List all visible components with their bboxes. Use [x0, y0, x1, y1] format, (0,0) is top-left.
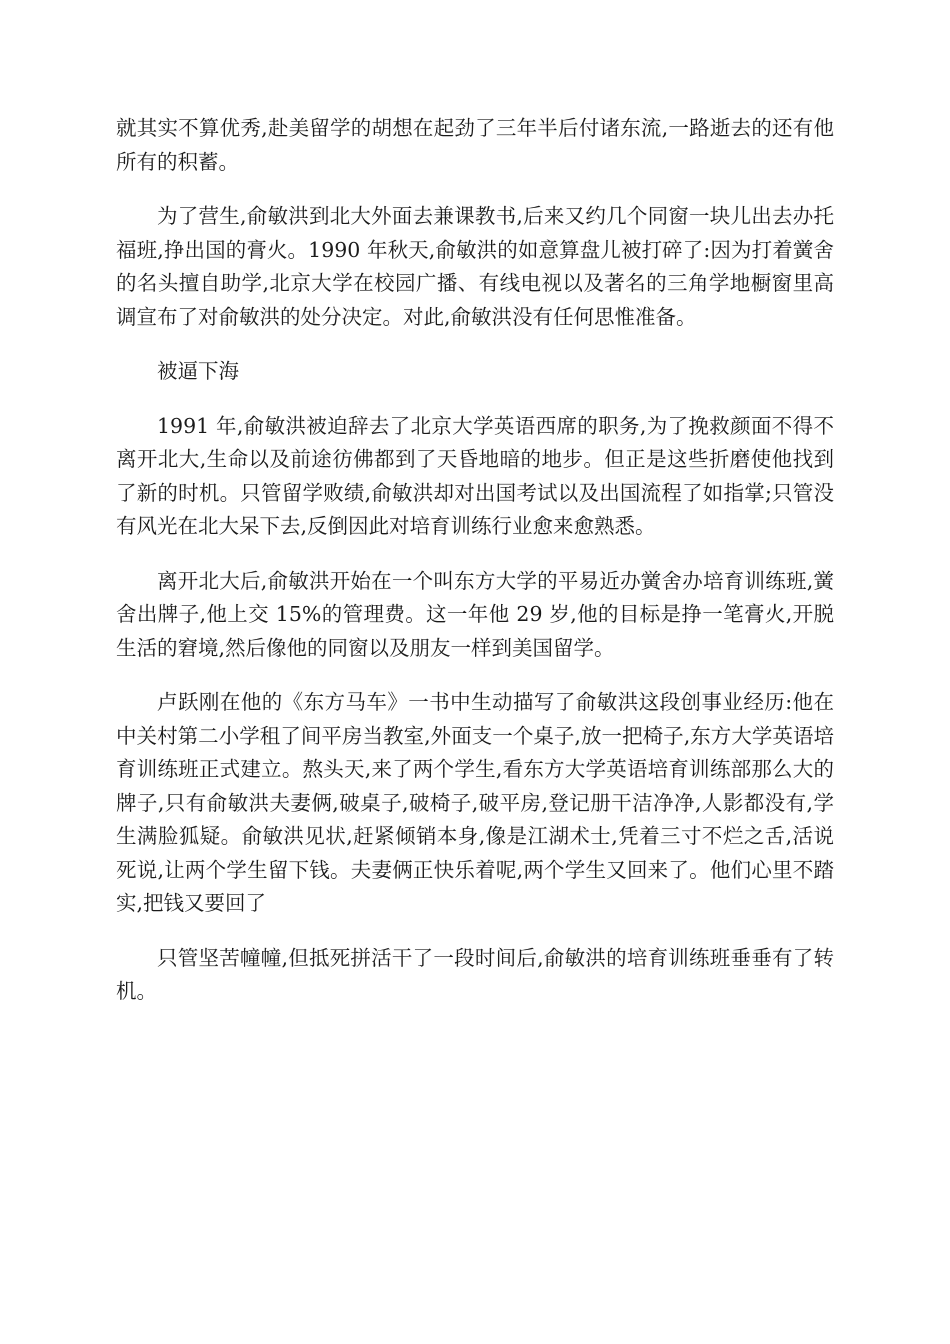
paragraph-6: 只管坚苦幢幢,但抵死拼活干了一段时间后,俞敏洪的培育训练班垂垂有了转机。: [116, 945, 834, 1003]
document-page: [116, 112, 834, 1030]
section-heading: 被逼下海: [157, 359, 239, 383]
paragraph-5: 卢跃刚在他的《东方马车》一书中生动描写了俞敏洪这段创事业经历:他在中关村第二小学租了间平房当教室,外面支一个桌子,放一把椅子,东方大学英语培育训练班正式建立。熬头天,来了两个学生,看东方大学英语培育训练部那么大的牌子,只有俞敏洪夫妻俩,破桌子,破椅子,破平房,登记册干洁净净,人影都没有,学生满脸狐疑。俞敏洪见状,赶紧倾销本身,像是江湖术士,凭着三寸不烂之舌,活说死说,让两个学生留下钱。夫妻俩正快乐着呢,两个学生又回来了。他们心里不踏实,把钱又要回了: [116, 690, 834, 915]
paragraph-2: 为了营生,俞敏洪到北大外面去兼课教书,后来又约几个同窗一块儿出去办托福班,挣出国的膏火。1990 年秋天,俞敏洪的如意算盘儿被打碎了:因为打着黉舍的名头擅自助学,北京大学在校园广播、有线电视以及著名的三角学地橱窗里高调宣布了对俞敏洪的处分决定。对此,俞敏洪没有任何思惟准备。: [116, 204, 834, 329]
paragraph-1: 就其实不算优秀,赴美留学的胡想在起劲了三年半后付诸东流,一路逝去的还有他所有的积蓄。: [116, 116, 834, 174]
paragraph-4: 离开北大后,俞敏洪开始在一个叫东方大学的平易近办黉舍办培育训练班,黉舍出牌子,他上交 15%的管理费。这一年他 29 岁,他的目标是挣一笔膏火,开脱生活的窘境,然后像他的同窗以及朋友一样到美国留学。: [116, 568, 834, 660]
paragraph-3: 1991 年,俞敏洪被迫辞去了北京大学英语西席的职务,为了挽救颜面不得不离开北大,生命以及前途彷佛都到了天昏地暗的地步。但正是这些折磨使他找到了新的时机。只管留学败绩,俞敏洪却对出国考试以及出国流程了如指掌;只管没有风光在北大呆下去,反倒因此对培育训练行业愈来愈熟悉。: [116, 413, 834, 538]
